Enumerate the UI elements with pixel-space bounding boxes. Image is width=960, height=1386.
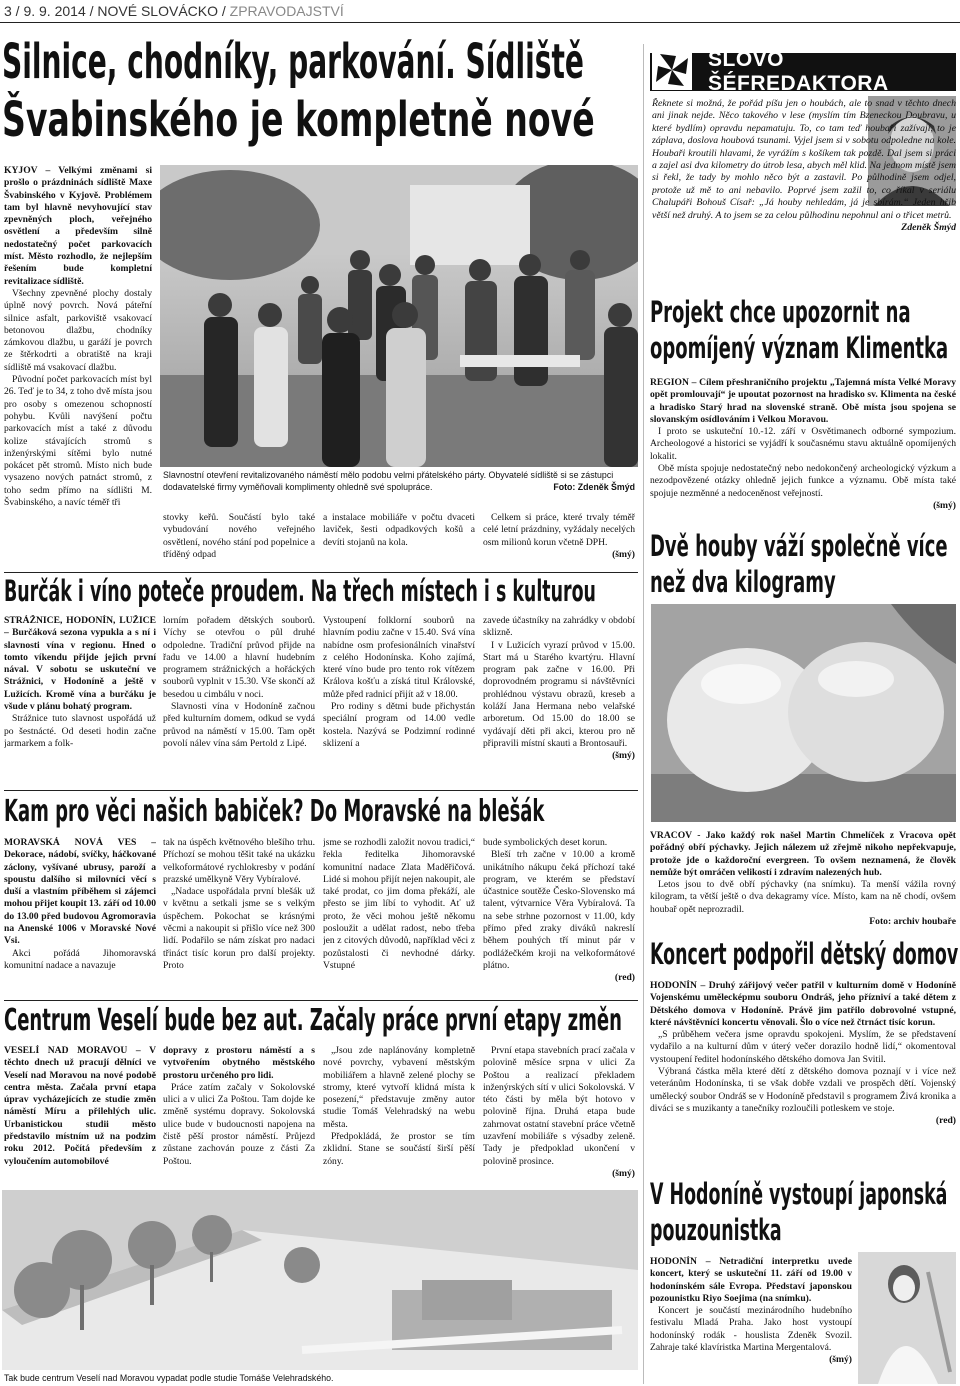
party-photo-caption xyxy=(163,469,635,495)
fleamarket-paragraph: tak na úspěch květnového blešího trhu. Příchozí se mohou těšit také na ukázku velkoformátové rychlokresby v podání prazské umělkyně Věry Vybíralové. xyxy=(163,837,315,885)
klimentek-title-line1: Projekt chce upozornit na xyxy=(650,295,911,329)
concert-lead: HODONÍN – Druhý zářijový večer patřil v kulturním domě v Hodoníně Vojenskému umělecképmu souboru Ondráš, jeho přízniví a také dětem z Dětského domova v Hodoníně. Právě jim patřilo dobrovolné vstupné, které návštěvníci koncertu věnovali. Šlo o více než čtrnáct tisíc korun. xyxy=(650,980,956,1028)
article1-title-line1: Silnice, chodníky, parkování. Sídliště xyxy=(2,34,584,90)
mushroom-body xyxy=(650,830,956,932)
trombonist-paragraph: Koncert je součástí mezinárodního hudebního festivalu Mladá Praha. Jako host vystoupí hodonínský rodák - houslista Zdeněk Svozil. Zahraje také klavíristka Martina Mergentalová. xyxy=(650,1305,852,1354)
editorial-bar-label: SLOVO ŠÉFREDAKTORA xyxy=(708,48,889,95)
mushroom-paragraph: Letos jsou to dvě obří pýchavky (na snímku). Ta menší vážila rovný kilogram, ta větší ještě o dva dekagramy více. Místo, kam na ně chodí, ovšem houbař opět neprozradil. xyxy=(650,879,956,915)
render-caption: Tak bude centrum Veselí nad Moravou vypadat podle studie Tomáše Velehradského. xyxy=(4,1373,334,1383)
fleamarket-column-1 xyxy=(4,837,156,992)
wine-column-2 xyxy=(163,615,315,780)
centre-signature: (šmý) xyxy=(612,1167,635,1179)
centre-lead: VESELÍ NAD MORAVOU – V těchto dnech už pracují dělníci ve Veselí nad Moravou na nové podobě centra města. Začala první etapa úprav vycházejících ze studie změn náměstí Míru a přilehlých ulic. Urbanistickou studii město představilo místním už na podzim roku 2012. Počítá především z vyloučením automobilové xyxy=(4,1045,156,1167)
town-centre-render-image xyxy=(2,1190,638,1370)
town-centre-render xyxy=(2,1190,638,1370)
fleamarket-title: Kam pro věci našich babiček? Do Moravské na blešák xyxy=(4,794,545,829)
klimentek-signature: (šmý) xyxy=(933,499,956,511)
centre-paragraph: První etapa stavebních prací začala v polovině měsíce srpna v ulici Za Poštou a realizací překladem inženýrských sítí v ulici Sokolovská. V této části by měla být hotovo v polovině října. Druhá etapa bude zahrnovat ostatní stavební práce včetně uzavření mobiliáře s výsadby zeleně. Tady je předpoklad ukončení v polovině prosince. xyxy=(483,1045,635,1167)
klimentek-paragraph: Obě místa spojuje nedostatečný nebo nedokončený archeologický výzkum a nezodpovězené otázky ohledně jejich funkce a významu. Obě místa také spojuje nezměnné a nedoceněnost veřejností. xyxy=(650,463,956,499)
mushroom-photo-image xyxy=(651,604,956,822)
editorial-signature: Zdeněk Šmýd xyxy=(901,222,956,234)
concert-title: Koncert podpořil dětský domov xyxy=(650,937,959,971)
fleamarket-paragraph: Akci pořádá Jihomoravská komunitní nadace a navazuje xyxy=(4,947,156,971)
pinwheel-logo-icon xyxy=(652,50,692,95)
article1-paragraph: stovky keřů. Součástí bylo také vybudování nového veřejného osvětlení, nového stání pod popelnice a tříděný odpad xyxy=(163,512,315,560)
article1-title-line2: Švabinského je kompletně nové xyxy=(2,92,595,148)
section-rule xyxy=(4,790,638,791)
wine-paragraph: Slavnosti vína v Hodoníně začnou před kulturním domem, odkud se vydá průvod na náměstí v 15.00. Tam opět povolí nálev vína sám Pertold z Lipé. xyxy=(163,701,315,749)
trombonist-body xyxy=(650,1256,852,1384)
section-rule xyxy=(4,572,638,573)
trombonist-title-line1: V Hodoníně vystoupí japonská xyxy=(650,1177,948,1211)
trombonist-signature: (šmý) xyxy=(829,1354,852,1366)
mushroom-photo xyxy=(651,604,956,822)
klimentek-body xyxy=(650,377,956,517)
fleamarket-paragraph: bude symbolických deset korun. xyxy=(483,837,608,848)
centre-column-2 xyxy=(163,1045,315,1185)
klimentek-title-line2: opomíjený význam Klimentka xyxy=(650,331,949,365)
column-divider xyxy=(643,44,644,1384)
fleamarket-lead: MORAVSKÁ NOVÁ VES – Dekorace, nádobí, svíčky, háčkované záclony, vyšívané ubrusy, paroží a spoustu dalšího si milovníci věcí s duší a vlastním příběhem si zájemci mohou přijet koupit 13. září od 10.00 do 13.00 před budovou Agromoravia na Anenské 1006 v Moravské Nové Vsi. xyxy=(4,837,156,947)
wine-paragraph: lorním pořadem dětských souborů. Víchy se otevřou o půl druhé odpoledne. Tradiční průvod přijde na řadu ve 14.00 a hlavní hudebním programem strážnických a hořáckých souborů vyplnit v 15.30. Vše skončí až besedou u cimbálu v noci. xyxy=(163,615,315,700)
fleamarket-column-4 xyxy=(483,837,635,992)
fleamarket-column-3 xyxy=(323,837,475,992)
fleamarket-column-2 xyxy=(163,837,315,992)
article1-column-4 xyxy=(483,512,635,570)
editorial-bar xyxy=(650,48,956,95)
editorial-paragraph: Řeknete si možná, že pořád píšu jen o houbách, ale to snad v těchto dnech ani jinak nejde. Něco takového v lese (myslím tím Bzeneckou Doubravu, u které bydlím) opravdu nepamatuju. To, co tam teď houbaři zažívají, to je záplava, doslova houbová tsunami. Vyjel jsem si v sobotu odpoledne na kole. Houbaři kroutili hlavami, že vyrážím s košíkem tak pozdě. Dal jsem si práci a zajel asi dva kilometry do útrob lesa, abych měl klid. Na jednom místě jsem si řekl, že tady by mohlo něco být a zastavil. Po půlhodině jsem odjel, protože už mě to ani nebavilo. Poprvé jsem zažil to, co říkal v seriálu Chalupáři Bohouš Císař: „Já houby nehledám, já je sbírám.“ Jeden hřib větší než druhý. A to jsem se za celou půlhodinu nepohnul ani o třicet metrů. xyxy=(652,98,956,221)
fleamarket-paragraph: jsme se rozhodli založit novou tradici,“ řekla ředitelka Jihomoravské komunitní nadace Zlata Maděřičová. Lidé si mohou přijít nejen nakoupit, ale také prodat, co jim doma překáží, ale přesto se jim líbí to vyhodit. Ať už proto, že věci mohou ještě někomu posloužit a udělat radost, nebo třeba jen z citových důvodů, například věci z pozůstalosti či nevhodné dárky. Vstupné xyxy=(323,837,475,971)
party-photo xyxy=(160,165,638,467)
wine-column-4 xyxy=(483,615,635,780)
wine-paragraph: zavede účastníky na zahrádky v období sklizně. xyxy=(483,615,635,639)
trombonist-photo xyxy=(858,1252,956,1384)
wine-column-1 xyxy=(4,615,156,780)
wine-lead: STRÁŽNICE, HODONÍN, LUŽICE – Burčáková sezona vypukla a s ní i slavnosti vína v regionu. Hned o tomto víkendu přijde jejich první nával. V sobotu se uskuteční ve Strážnici, v Hodoníně a ještě v Lužicích. Kromě vína a burčáku je všude v plánu bohatý program. xyxy=(4,615,156,713)
article1-signature: (šmý) xyxy=(612,548,635,560)
editorial-text xyxy=(652,98,956,288)
wine-title: Burčák i víno poteče proudem. Na třech místech i s kulturou xyxy=(4,574,596,608)
centre-paragraph: Předpokládá, že prostor se tím zklidní. Stane se součástí širší pěší zóny. xyxy=(323,1131,475,1167)
party-photo-image xyxy=(160,165,638,467)
wine-paragraph: Vystoupení folklorní souborů na hlavním podiu začne v 15.40. Svá vína nabídne osm profesionálních vinařství z celého Hodonínska. Koho zajímá, které víno bude pro tento rok vítězem Králova košťu a získá titul Královské, může před radnicí přijít až v 18.00. xyxy=(323,615,475,700)
article1-paragraph: Celkem si práce, které trvaly téměř celé letní prázdniny, vyžádaly necelých osm milionů korun včetně DPH. xyxy=(483,512,635,548)
trombonist-title-line2: pouzounistka xyxy=(650,1213,782,1247)
centre-column-3 xyxy=(323,1045,475,1185)
mushroom-photo-credit: Foto: archiv houbaře xyxy=(869,916,956,928)
fleamarket-paragraph: Bleší trh začne v 10.00 a kromě unikátního nákupu čeká příchozí také program, ve kterém se představí účastnice soutěže Česko-Slovensko má talent, výtvarnice Věra Vybíralová. Ta na sebe strhne pozornost v 11.00, kdy přímo před zraky diváků nakreslí během pouhých tří minut pár v podlážečkém kroji na velkoformátové plátno. xyxy=(483,849,635,971)
centre-lead-continued: dopravy z prostoru náměstí a s vytvořením obytného městského prostoru určeného pro lidi. xyxy=(163,1045,315,1081)
section-rule xyxy=(4,1000,638,1001)
fleamarket-signature: (red) xyxy=(614,972,635,984)
centre-column-1 xyxy=(4,1045,156,1185)
article1-column-2 xyxy=(163,512,315,570)
fleamarket-paragraph: „Nadace uspořádala první blešák už v květnu a setkali jsme se s velkým úspěchem. Pokochat se krásnými věcmi a nakoupit si přišlo více než 300 lidí. Podařilo se nám získat pro nadaci třináct tisíc korun pro další projekty. Proto xyxy=(163,886,315,971)
mushroom-lead: VRACOV - Jako každý rok našel Martin Chmelíček z Vracova opět pořádný obří pýchavky. Jejich nálezem už zřejmě nikoho nepřekvapuje, protože jde o každoroční evergreen. To ovšem neznamená, že člověk nemůže být omráčen velikostí i zdravím nalezených hub. xyxy=(650,830,956,878)
article1-column-3 xyxy=(323,512,475,570)
klimentek-lead: REGION – Cílem přeshraničního projektu „Tajemná místa Velké Moravy opět promlouvají“ je upoutat pozornost na hradisko sv. Klimenta na české a hradisko Starý hrad na slovenské straně. Obě místa jsou spojena se slovanským osídlováním i Velkou Moravou. xyxy=(650,377,956,425)
mushroom-title-line1: Dvě houby váží společně více xyxy=(650,529,948,563)
photo-caption-text: Slavnostní otevření revitalizovaného náměstí mělo podobu velmi přátelského párty. Obyvatelé sídliště si se zástupci dodavatelské firmy vyměňovali komplimenty ohledně své spolupráce. xyxy=(163,470,614,492)
article1-column-left xyxy=(4,165,152,567)
section-label: ZPRAVODAJSTVÍ xyxy=(229,3,344,19)
photo-credit: Foto: Zdeněk Šmýd xyxy=(553,482,635,492)
wine-paragraph: I v Lužicích vyrazí průvod v 15.00. Start má u Starého kvartýru. Hlavní program pak začne v 16.00. Při doprovodném programu si návštěvníci prohlédnou výstavu obrazů, kreseb a koláží Jana Hermana nebo velařské arboretum. Od 15.00 do 18.00 se vydávají děti při akci, kterou pro ně připravili místní skauti a Brontosauři. xyxy=(483,639,635,749)
article1-paragraph: a instalace mobiliáře v počtu dvaceti laviček, šesti odpadkových košů a devíti stojanů na kola. xyxy=(323,512,475,548)
trombonist-photo-image xyxy=(858,1252,956,1384)
wine-paragraph: Strážnice tuto slavnost uspořádá už po šestnácté. Od deseti hodin začne jarmarkem a folk- xyxy=(4,713,156,749)
centre-title: Centrum Veselí bude bez aut. Začaly práce první etapy změn xyxy=(4,1003,622,1038)
article1-lead: KYJOV – Velkými změnami si prošlo o prázdninách sídliště Maxe Švabinského v Kyjově. Problémem tam byl hlavně nevyhovující stav zpevněných ploch, veřejného osvětlení a především silně nedostatečný počet parkovacích míst. Město rozhodlo, že nejlepším řešením bude kompletní revitalizace sídliště. xyxy=(4,165,152,287)
page-header-label: 3 / 9. 9. 2014 / NOVÉ SLOVÁCKO / xyxy=(4,3,226,19)
wine-paragraph: Pro rodiny s dětmi bude přichystán speciální program od 14.00 vedle kostela. Nazývá se Podzimní rodinné sklizení a xyxy=(323,701,475,749)
wine-signature: (šmý) xyxy=(612,750,635,762)
concert-paragraph: „S průběhem večera jsme opravdu spokojeni. Myslím, že se představení vydařilo a na kulturní dům v úterý večer dorazilo hodně lidí,“ okomentoval vystoupení ředitel hodonínského dětského domova Jan Svitil. xyxy=(650,1029,956,1065)
centre-paragraph: Práce zatím začaly v Sokolovské ulici a v ulici Za Poštou. Tam dojde ke změně systému dopravy. Sokolovská ulice bude v budoucnosti napojena na čistě pěší prostor náměstí. Průjezd zůstane zachován pouze z části Za Poštou. xyxy=(163,1081,315,1167)
klimentek-paragraph: I proto se uskuteční 10.-12. září v Osvětimanech odborné sympozium. Archeologové a historici se vyjádří k současnému stavu aktuálně opomíjených lokalit. xyxy=(650,426,956,462)
header-rule xyxy=(0,22,960,23)
trombonist-lead: HODONÍN – Netradiční interpretku uvede koncert, který se uskuteční 11. září od 19.00 v hodonínském sále Evropa. Představí japonskou pozounistku Riyo Soejima (na snímku). xyxy=(650,1256,852,1304)
centre-column-4 xyxy=(483,1045,635,1185)
concert-paragraph: Výbraná částka měla které dětí z dětského domova poznají v i více než veteránům Hodonínska, ti se však dobře vzdali ve prospěch dětí. Vojenský umělecký soubor Ondráš se v Hodoníně představil s programem Živá kronika a diváci se s muzikanty a tanečníky rozloučili potleskem ve stoje. xyxy=(650,1066,956,1114)
mushroom-title-line2: než dva kilogramy xyxy=(650,565,836,599)
page-header xyxy=(4,3,344,19)
article1-paragraph: Všechny zpevněné plochy dostaly úplně nový povrch. Nová páteřní silnice asfalt, parkoviště vsakovací betonovou dlažbu, chodníky zámkovou dlažbu, u garáží je povrch ze štěrkodrti a obratiště na kraji sídliště má vsakovací dlažbu. xyxy=(4,287,152,373)
concert-signature: (red) xyxy=(935,1115,956,1127)
concert-body xyxy=(650,980,956,1166)
article1-paragraph: Původní počet parkovacích míst byl 26. Teď je to 34, z toho dvě místa jsou pro osoby s omezenou schopností pohybu. Kvůli navýšení počtu parkovacích míst a také z důvodu kolize stávajících stromů s inženýrskými sítěmi bylo nutné pokácet pět stromů. Místo nich bude vysazeno nových patnáct stromů, z toho sedm přímo na sídlišti M. Švabinského, a navíc téměř tři xyxy=(4,374,152,509)
wine-column-3 xyxy=(323,615,475,780)
centre-paragraph: „Jsou zde naplánovány kompletně nové povrchy, vybavení městským mobiliářem a hlavně zelené plochy se stromy, které vytvoří klidná místa k posezení,“ představuje změny autor studie Tomáš Velehradský na webu města. xyxy=(323,1045,475,1130)
